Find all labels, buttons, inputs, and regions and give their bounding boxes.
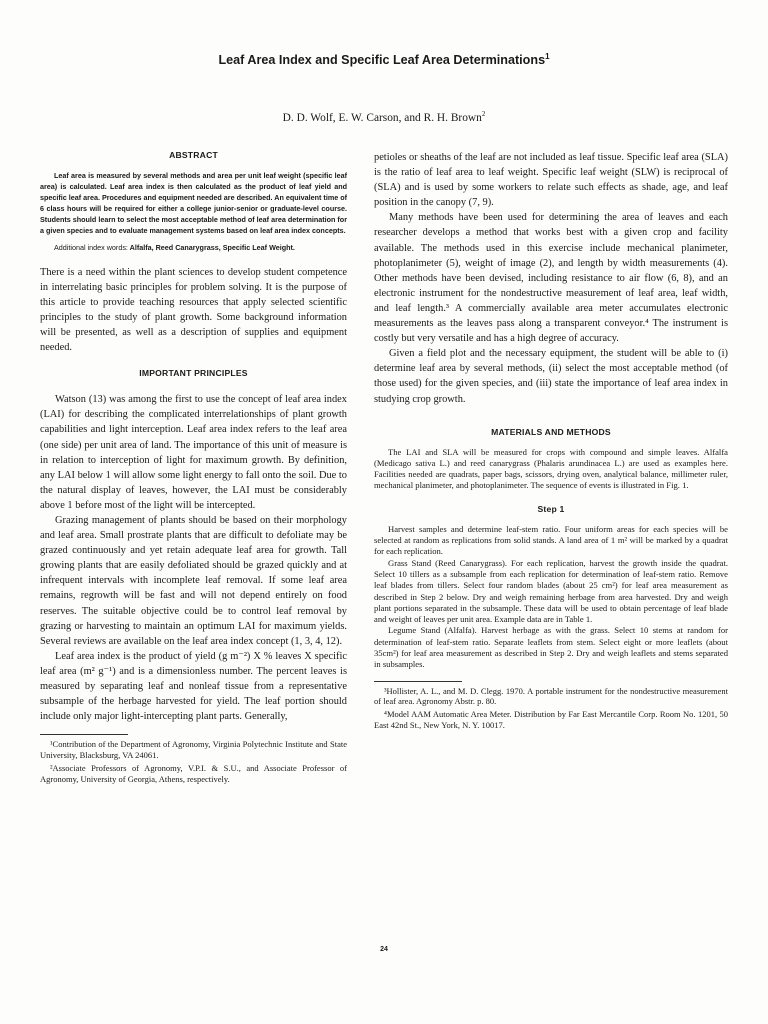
step-1-paragraph-1: Harvest samples and determine leaf-stem ratio. Four uniform areas for each species will be selected at random as replications from solid stands. A land area of 1 m² will be marked by a quadrat for each replication. xyxy=(374,523,728,557)
title-footnote-mark: 1 xyxy=(545,52,550,61)
footnote-2: ²Associate Professors of Agronomy, V.P.I. & S.U., and Associate Professor of Agronomy, University of Georgia, Athens, respectively. xyxy=(40,762,347,784)
footnote-4: ⁴Model AAM Automatic Area Meter. Distribution by Far East Mercantile Corp. Room No. 1201, 50 East 42nd St., New York, N. Y. 10017. xyxy=(374,709,728,731)
paper-title xyxy=(0,52,768,67)
methods-heading: MATERIALS AND METHODS xyxy=(491,426,611,437)
principles-paragraph-3: Leaf area index is the product of yield (g m⁻²) X % leaves X specific leaf area (m² g⁻¹) and is a dimensionless number. The percent leaves is measured by separating leaf and nonleaf tissue from a representative subsample of the herbage harvested for yield. The leaf portion should include only major light-intercepting plant parts. Generally, xyxy=(40,650,347,723)
right-column xyxy=(374,150,728,733)
methods-paragraph: The LAI and SLA will be measured for crops with compound and simple leaves. Alfalfa (Medicago sativa L.) and reed canarygrass (Phalaris arundinacea L.) are used as examples here. Facilities needed are quadrats, paper bags, scissors, drying oven, analytical balance, millimeter ruler, mechanical planimeter, and photoplanimeter. The sequence of events is illustrated in Fig. 1. xyxy=(374,446,728,491)
intro-paragraph: There is a need within the plant sciences to develop student competence in interrelating basic principles for problem solving. It is the purpose of this article to provide teaching resources that apply selected scientific principles to the study of plant growth. Some background information will be presented, as well as a description of supplies and equipment needed. xyxy=(40,266,347,354)
authors-text: D. D. Wolf, E. W. Carson, and R. H. Brown xyxy=(282,111,482,124)
step-1-paragraph-2: Grass Stand (Reed Canarygrass). For each replication, harvest the growth inside the quadrat. Select 10 tillers as a subsample from each replication for determination of leaf-stem ratio. Remove leaf blades from tillers. Select four random blades (about 25 cm²) for leaf area measurement as described in Step 2 below. Dry and weigh remaining herbage from area harvested. Dry and weigh plant portions separated in the subsample. These data will be used to obtain percentage of leaf blade and weight of leaves per unit area. Example data are in Table 1. xyxy=(374,557,728,625)
abstract-heading: ABSTRACT xyxy=(169,150,218,160)
principles-paragraph-2: Grazing management of plants should be based on their morphology and leaf area. Small prostrate plants that are difficult to defoliate may be grazed continuously and yet retain adequate leaf area for growth. Tall growing plants that are easily defoliated should be grazed quickly and at infrequent intervals with incomplete leaf removal. If some leaf area remains, regrowth will be fast and will not depend entirely on food reserves. The suitable objective could be to control leaf removal by grazing or harvesting to maintain an optimum LAI for maximum yields. Several reviews are available on the leaf area index concept (1, 3, 4, 12). xyxy=(40,514,347,647)
page-number: 24 xyxy=(380,946,388,953)
left-column xyxy=(40,150,347,786)
title-text: Leaf Area Index and Specific Leaf Area Determinations xyxy=(218,53,546,68)
step-1-heading: Step 1 xyxy=(537,503,565,514)
authors xyxy=(0,110,768,124)
keywords-value: Alfalfa, Reed Canarygrass, Specific Leaf Weight. xyxy=(129,242,295,252)
step-1-paragraph-3: Legume Stand (Alfalfa). Harvest herbage as with the grass. Select 10 stems at random for determination of leaf-stem ratio. Separate leaflets from stem. Select eight or more leaflets (about 35cm²) for leaf area measurement as described in Step 2. Dry and weigh leaflets and stems separated in subsamples. xyxy=(374,625,728,670)
keywords-label: Additional index words: xyxy=(54,242,128,252)
principles-paragraph-1: Watson (13) was among the first to use the concept of leaf area index (LAI) for describing the complicated interrelationships of plant growth capabilities and light interception. Leaf area index refers to the leaf area (one side) per unit area of land. The importance of this unit of measure is in relation to interception of light for maximum growth. By definition, any LAI below 1 will allow some light energy to fall onto the soil. Due to the natural display of leaves, however, the LAI must be considerably above 1 before most of the light will be intercepted. xyxy=(40,394,347,511)
abstract-text: Leaf area is measured by several methods and area per unit leaf weight (specific leaf area) is calculated. Leaf area index is then calculated as the product of leaf yield and specific leaf area. Procedures and equipment needed are described. An equivalent time of 6 class hours will be required for either a college junior-senior or graduate-level course. Students should learn to select the most acceptable method of leaf area determination for a given species and to evaluate management systems based on leaf area index concepts. xyxy=(40,171,347,236)
footnote-1: ¹Contribution of the Department of Agronomy, Virginia Polytechnic Institute and State University, Blacksburg, VA 24061. xyxy=(40,739,347,761)
footnote-rule xyxy=(40,734,128,735)
footnote-rule-right xyxy=(374,681,462,682)
right-paragraph-1: petioles or sheaths of the leaf are not included as leaf tissue. Specific leaf area (SLA) is the ratio of leaf area to leaf weight. Specific leaf weight (SLW) is reciprocal of (SLA) and is used by some workers to relate such effects as shade, age, and leaf position in the canopy (7, 9). xyxy=(374,152,728,209)
keywords xyxy=(40,242,347,253)
right-paragraph-2: Many methods have been used for determining the area of leaves and each researcher develops a method that works best with a given crop and facility available. The methods used in this exercise include mechanical planimeter, photoplanimeter (5), weight of image (2), and length by width measurements (4). Other methods have been devised, including resistance to air flow (6, 8), and an electronic instrument for the nondestructive measurement of leaf area, leaf width, and leaf length.³ A commercially available area meter accumulates electronic measurements as the leaves pass along a transparent conveyor.⁴ The instrument is costly but very versatile and has a high degree of accuracy. xyxy=(374,212,728,345)
principles-heading: IMPORTANT PRINCIPLES xyxy=(139,368,248,379)
footnote-3: ³Hollister, A. L., and M. D. Clegg. 1970. A portable instrument for the nondestructive measurement of leaf area. Agronomy Abstr. p. 80. xyxy=(374,685,728,707)
authors-footnote-mark: 2 xyxy=(481,110,486,118)
right-paragraph-3: Given a field plot and the necessary equipment, the student will be able to (i) determine leaf area by several methods, (ii) select the most acceptable method (of those used) for the given species, and (iii) state the importance of leaf area index in studying crop growth. xyxy=(374,348,728,405)
